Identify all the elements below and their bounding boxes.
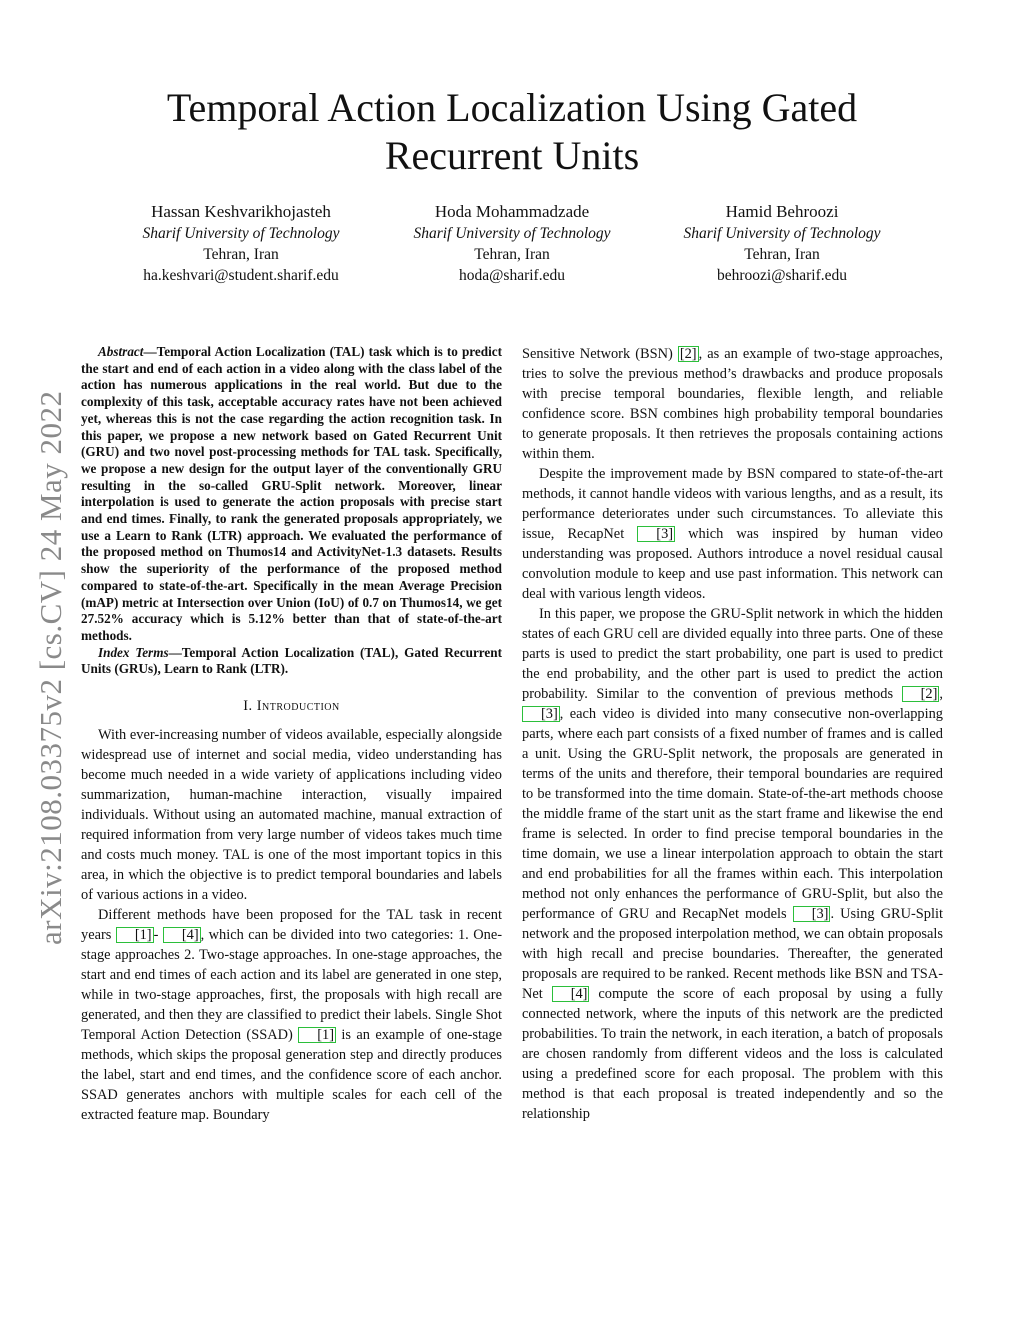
abstract: [81, 344, 502, 645]
author-email: ha.keshvari@student.sharif.edu: [143, 267, 339, 284]
intro-paragraph-2: [81, 905, 502, 1125]
text-run: ,: [939, 686, 943, 702]
author-1: [91, 200, 391, 286]
citation-link[interactable]: [4]: [163, 927, 201, 943]
citation-link[interactable]: [4]: [552, 986, 590, 1002]
text-run: In this paper, we propose the GRU-Split network in which the hidden states of each GRU cell are divided equally into three parts. One of these parts is used to predict the start probability, one part is used to predict the end probability, and the other part is used to predict the action probability. Similar to the convention of previous methods: [522, 606, 943, 702]
text-run: , each video is divided into many consecutive non-overlapping parts, where each part consists of a fixed number of frames and is called a unit. Using the GRU-Split network, the proposals are generated in terms of the units and therefore, their temporal boundaries are required to be transformed into the time domain. State-of-the-art methods choose the middle frame of the start unit as the start frame and likewise the end frame is selected. In order to find precise temporal boundaries in the time domain, we use a linear interpolation approach to obtain the start and end probabilities for all the frames within each. This interpolation method not only enhances the performance of GRU-Split, but also the performance of GRU and RecapNet models: [522, 706, 943, 922]
index-terms: [81, 645, 502, 678]
index-terms-text: —Temporal Action Localization (TAL), Gated Recurrent Units (GRUs), Learn to Rank (LTR).: [81, 644, 502, 677]
citation-link[interactable]: [2]: [902, 686, 940, 702]
section-title: Introduction: [256, 698, 340, 715]
text-run: -: [153, 927, 163, 944]
citation-link[interactable]: [1]: [298, 1027, 336, 1043]
author-affiliation: Sharif University of Technology: [683, 225, 881, 242]
right-column: [522, 344, 943, 1124]
intro-paragraph-3: [522, 344, 943, 464]
text-run: , as an example of two-stage approaches, tries to solve the previous method’s drawbacks and produce proposals with precise temporal boundaries, flexible length, and reliable confidence score. BSN combines high probability temporal boundaries to generate proposals. It then retrieves the proposals containing actions within them.: [522, 346, 943, 462]
section-heading-introduction: [81, 696, 502, 716]
author-location: Tehran, Iran: [203, 246, 279, 263]
text-run: Despite the improvement made by BSN compared to state-of-the-art methods, it cannot handle videos with various lengths, and as a result, its performance deteriorates under such circumstances. To alleviate this issue, RecapNet: [522, 466, 943, 542]
author-3: [632, 200, 932, 286]
author-location: Tehran, Iran: [744, 246, 820, 263]
author-email: behroozi@sharif.edu: [716, 267, 848, 284]
text-run: Different methods have been proposed for the TAL task in recent years: [81, 907, 502, 944]
section-number: I.: [243, 698, 257, 715]
paper-title: Temporal Action Localization Using Gated Recurrent Units: [166, 85, 858, 178]
text-run: , which can be divided into two categories: 1. One-stage approaches 2. Two-stage approaches. In one-stage approaches, the start and end times of each action and its label are generated in one step, while in two-stage approaches, first, the proposals with high recall are generated, and then they are classified to predict their labels. Single Shot Temporal Action Detection (SSAD): [81, 927, 502, 1044]
text-run: which was inspired by human video understanding was proposed. Authors introduce a novel residual causal convolution module to keep and use past information. This network can deal with various length videos.: [522, 526, 943, 602]
author-name: Hamid Behroozi: [725, 202, 839, 221]
intro-paragraph-4: [522, 464, 943, 604]
abstract-text: —Temporal Action Localization (TAL) task which is to predict the start and end of each action in a video along with the class label of the action has numerous applications in the real world. But due to the complexity of this task, acceptable accuracy rates have not been achieved yet, whereas this is not the case regarding the action recognition task. In this paper, we propose a new network based on Gated Recurrent Unit (GRU) and two novel post-processing methods for TAL task. Specifically, we propose a new design for the output layer of the conventionally GRU resulting in the so-called GRU-Split network. Moreover, linear interpolation is used to generate the action proposals with precise start and end times. Finally, to rank the generated proposals appropriately, we use a Learn to Rank (LTR) approach. We evaluated the performance of the proposed method on Thumos14 and ActivityNet-1.3 datasets. Results show the superiority of the performance of the proposed method compared to state-of-the-art. Specifically in the mean Average Precision (mAP) metric at Intersection over Union (IoU) of 0.7 on Thumos14, we get 27.52% accuracy which is 5.12% better than that of state-of-the-art methods.: [81, 344, 502, 643]
author-name: Hoda Mohammadzade: [434, 202, 590, 221]
index-terms-label: Index Terms: [98, 644, 169, 660]
abstract-label: Abstract: [98, 344, 144, 359]
text-run: Sensitive Network (BSN): [522, 346, 678, 362]
citation-link[interactable]: [1]: [116, 927, 154, 943]
intro-paragraph-1: With ever-increasing number of videos available, especially alongside widespread use of internet and social media, video understanding has become much needed in a wide variety of applications including video summarization, human-machine interaction, visually impaired individuals. Without using an automated machine, manual extraction of required information from very large number of videos takes much time and costs much money. TAL is one of the most important topics in this area, in which the objective is to predict temporal boundaries and labels of various actions in a video.: [81, 727, 502, 904]
arxiv-id: arXiv:2108.03375v2 [cs.CV] 24 May 2022: [33, 390, 68, 945]
citation-link[interactable]: [2]: [679, 346, 697, 362]
author-location: Tehran, Iran: [474, 246, 550, 263]
author-affiliation: Sharif University of Technology: [142, 225, 340, 242]
intro-paragraph-5: [522, 604, 943, 1124]
author-email: hoda@sharif.edu: [459, 267, 565, 284]
citation-link[interactable]: [3]: [522, 706, 560, 722]
text-run: . Using GRU-Split network and the proposed interpolation method, we can obtain proposals with high recall and precise boundaries. Thereafter, the generated proposals are required to be ranked. Recent methods like BSN and TSA-Net: [522, 906, 943, 1002]
left-column: [81, 344, 502, 1125]
text-run: is an example of one-stage methods, which skips the proposal generation step and directly produces the label, start and end times, and the confidence score of each anchor. SSAD generates anchors with multiple scales for each cell of the extracted feature map. Boundary: [81, 1027, 502, 1124]
author-2: [362, 200, 662, 286]
citation-link[interactable]: [3]: [637, 526, 675, 542]
text-run: compute the score of each proposal by using a fully connected network, where the inputs of this network are the predicted probabilities. To train the network, in each iteration, a batch of proposals are chosen randomly from different videos and the loss is calculated using a predefined score for each proposal. The problem with this method is that each proposal is treated independently and so the relationship: [522, 986, 943, 1122]
citation-link[interactable]: [3]: [793, 906, 831, 922]
author-name: Hassan Keshvarikhojasteh: [151, 202, 331, 221]
arxiv-stamp: [30, 345, 72, 945]
author-affiliation: Sharif University of Technology: [413, 225, 611, 242]
